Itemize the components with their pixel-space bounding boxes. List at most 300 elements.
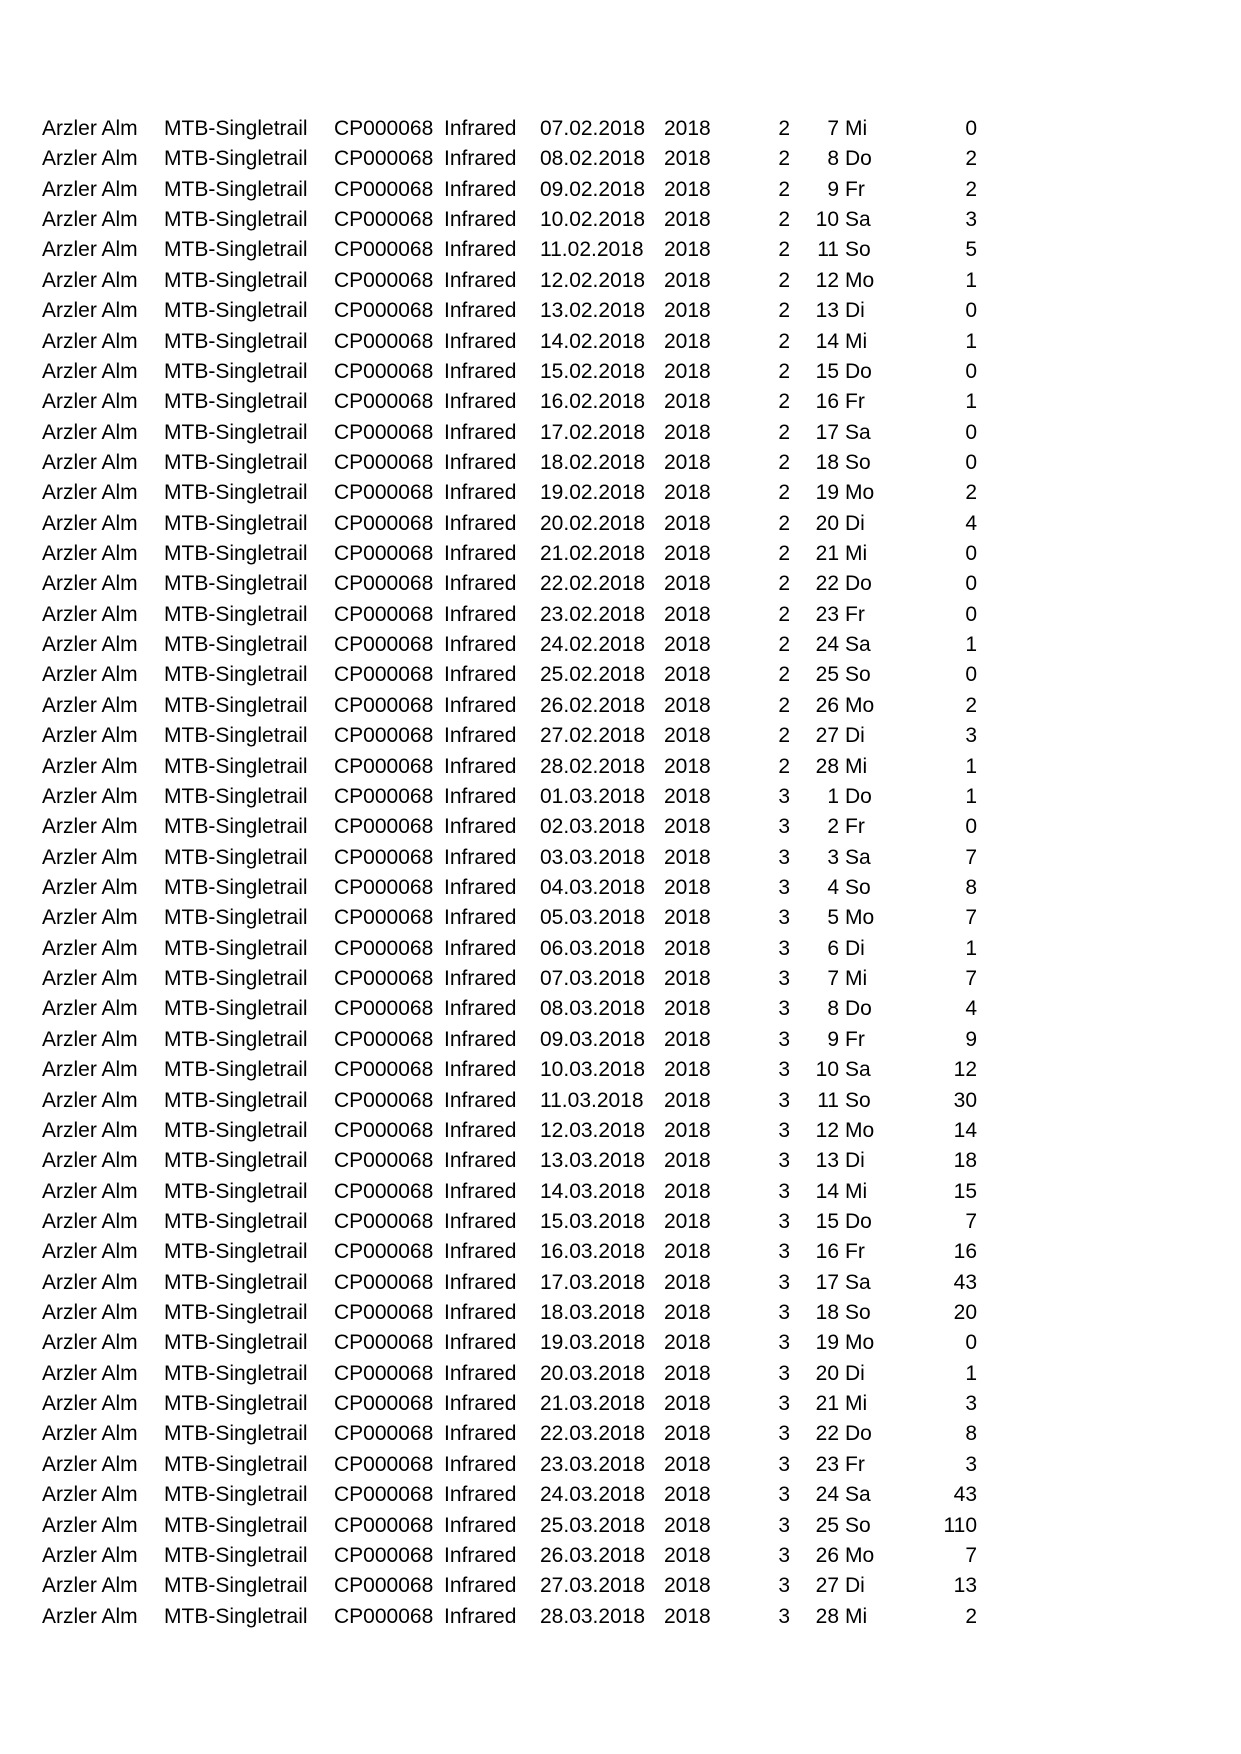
cell-year: 2018 <box>664 1422 711 1446</box>
cell-date: 16.02.2018 <box>540 390 646 414</box>
cell-count: 43 <box>953 1270 977 1294</box>
cell-day: 19 <box>815 1331 839 1355</box>
table-row <box>0 752 1241 782</box>
table-row <box>0 934 1241 964</box>
cell-counter-id: CP000068 <box>334 268 434 292</box>
cell-location: Arzler Alm <box>42 663 138 687</box>
table-row <box>0 994 1241 1024</box>
table-row <box>0 630 1241 660</box>
cell-date: 19.03.2018 <box>540 1331 646 1355</box>
cell-month: 2 <box>778 450 790 474</box>
cell-trail: MTB-Singletrail <box>164 542 308 566</box>
cell-counter-id: CP000068 <box>334 1088 434 1112</box>
cell-year: 2018 <box>664 1513 711 1537</box>
cell-location: Arzler Alm <box>42 147 138 171</box>
cell-trail: MTB-Singletrail <box>164 724 308 748</box>
table-row <box>0 296 1241 326</box>
table-row <box>0 1055 1241 1085</box>
cell-year: 2018 <box>664 693 711 717</box>
cell-date: 07.03.2018 <box>540 967 646 991</box>
cell-date: 04.03.2018 <box>540 875 646 899</box>
cell-trail: MTB-Singletrail <box>164 481 308 505</box>
cell-location: Arzler Alm <box>42 936 138 960</box>
cell-sensor: Infrared <box>444 663 517 687</box>
cell-date: 27.03.2018 <box>540 1574 646 1598</box>
cell-sensor: Infrared <box>444 693 517 717</box>
cell-location: Arzler Alm <box>42 359 138 383</box>
cell-year: 2018 <box>664 359 711 383</box>
cell-day: 20 <box>815 511 839 535</box>
cell-location: Arzler Alm <box>42 329 138 353</box>
cell-year: 2018 <box>664 754 711 778</box>
cell-weekday: Di <box>845 1574 865 1598</box>
table-row <box>0 448 1241 478</box>
cell-weekday: Di <box>845 1149 865 1173</box>
table-row <box>0 175 1241 205</box>
table-row <box>0 387 1241 417</box>
cell-month: 3 <box>778 815 790 839</box>
cell-year: 2018 <box>664 450 711 474</box>
cell-count: 2 <box>965 177 977 201</box>
cell-counter-id: CP000068 <box>334 299 434 323</box>
cell-count: 2 <box>965 147 977 171</box>
cell-year: 2018 <box>664 481 711 505</box>
cell-counter-id: CP000068 <box>334 1240 434 1264</box>
cell-sensor: Infrared <box>444 1270 517 1294</box>
cell-weekday: Mi <box>845 542 868 566</box>
cell-year: 2018 <box>664 1058 711 1082</box>
cell-count: 0 <box>965 420 977 444</box>
cell-location: Arzler Alm <box>42 1270 138 1294</box>
cell-location: Arzler Alm <box>42 1058 138 1082</box>
table-row <box>0 569 1241 599</box>
cell-sensor: Infrared <box>444 967 517 991</box>
cell-trail: MTB-Singletrail <box>164 967 308 991</box>
cell-trail: MTB-Singletrail <box>164 997 308 1021</box>
cell-counter-id: CP000068 <box>334 724 434 748</box>
table-row <box>0 1207 1241 1237</box>
cell-count: 7 <box>965 906 977 930</box>
cell-month: 3 <box>778 1331 790 1355</box>
cell-month: 3 <box>778 967 790 991</box>
cell-date: 24.03.2018 <box>540 1483 646 1507</box>
cell-month: 3 <box>778 1058 790 1082</box>
cell-counter-id: CP000068 <box>334 663 434 687</box>
cell-trail: MTB-Singletrail <box>164 1088 308 1112</box>
cell-month: 3 <box>778 1452 790 1476</box>
cell-date: 07.02.2018 <box>540 117 646 140</box>
cell-sensor: Infrared <box>444 724 517 748</box>
cell-month: 2 <box>778 602 790 626</box>
cell-date: 03.03.2018 <box>540 845 646 869</box>
cell-trail: MTB-Singletrail <box>164 1574 308 1598</box>
cell-count: 0 <box>965 450 977 474</box>
cell-month: 2 <box>778 542 790 566</box>
cell-date: 12.02.2018 <box>540 268 646 292</box>
cell-year: 2018 <box>664 1179 711 1203</box>
cell-date: 18.03.2018 <box>540 1301 646 1325</box>
cell-trail: MTB-Singletrail <box>164 329 308 353</box>
cell-date: 23.02.2018 <box>540 602 646 626</box>
cell-year: 2018 <box>664 1149 711 1173</box>
cell-sensor: Infrared <box>444 420 517 444</box>
cell-location: Arzler Alm <box>42 906 138 930</box>
cell-counter-id: CP000068 <box>334 1543 434 1567</box>
cell-date: 11.02.2018 <box>540 238 644 262</box>
cell-trail: MTB-Singletrail <box>164 390 308 414</box>
cell-day: 16 <box>815 390 839 414</box>
cell-counter-id: CP000068 <box>334 329 434 353</box>
cell-counter-id: CP000068 <box>334 1422 434 1446</box>
cell-location: Arzler Alm <box>42 511 138 535</box>
cell-year: 2018 <box>664 663 711 687</box>
cell-count: 14 <box>953 1118 977 1142</box>
cell-sensor: Infrared <box>444 511 517 535</box>
cell-date: 24.02.2018 <box>540 633 646 657</box>
cell-trail: MTB-Singletrail <box>164 1179 308 1203</box>
cell-counter-id: CP000068 <box>334 1270 434 1294</box>
cell-date: 25.03.2018 <box>540 1513 646 1537</box>
cell-counter-id: CP000068 <box>334 936 434 960</box>
cell-counter-id: CP000068 <box>334 177 434 201</box>
cell-sensor: Infrared <box>444 845 517 869</box>
cell-weekday: Do <box>845 572 872 596</box>
cell-month: 2 <box>778 754 790 778</box>
cell-date: 25.02.2018 <box>540 663 646 687</box>
cell-count: 1 <box>965 329 977 353</box>
cell-date: 21.03.2018 <box>540 1392 646 1416</box>
cell-counter-id: CP000068 <box>334 359 434 383</box>
cell-count: 1 <box>965 1361 977 1385</box>
cell-counter-id: CP000068 <box>334 238 434 262</box>
cell-weekday: Sa <box>845 633 871 657</box>
cell-counter-id: CP000068 <box>334 1058 434 1082</box>
cell-counter-id: CP000068 <box>334 420 434 444</box>
cell-year: 2018 <box>664 602 711 626</box>
cell-sensor: Infrared <box>444 1240 517 1264</box>
cell-count: 3 <box>965 1392 977 1416</box>
cell-count: 15 <box>953 1179 977 1203</box>
cell-location: Arzler Alm <box>42 815 138 839</box>
cell-month: 3 <box>778 1118 790 1142</box>
cell-sensor: Infrared <box>444 450 517 474</box>
cell-location: Arzler Alm <box>42 177 138 201</box>
cell-month: 3 <box>778 1422 790 1446</box>
cell-trail: MTB-Singletrail <box>164 1209 308 1233</box>
cell-year: 2018 <box>664 1209 711 1233</box>
cell-sensor: Infrared <box>444 1574 517 1598</box>
cell-counter-id: CP000068 <box>334 542 434 566</box>
cell-trail: MTB-Singletrail <box>164 784 308 808</box>
cell-weekday: Di <box>845 724 865 748</box>
cell-date: 23.03.2018 <box>540 1452 646 1476</box>
cell-date: 16.03.2018 <box>540 1240 646 1264</box>
cell-weekday: So <box>845 450 871 474</box>
cell-month: 2 <box>778 359 790 383</box>
cell-day: 16 <box>815 1240 839 1264</box>
cell-trail: MTB-Singletrail <box>164 450 308 474</box>
cell-weekday: So <box>845 875 871 899</box>
cell-count: 0 <box>965 815 977 839</box>
cell-month: 2 <box>778 208 790 232</box>
cell-year: 2018 <box>664 208 711 232</box>
cell-location: Arzler Alm <box>42 572 138 596</box>
cell-day: 22 <box>815 1422 839 1446</box>
cell-location: Arzler Alm <box>42 1392 138 1416</box>
cell-weekday: Sa <box>845 845 871 869</box>
cell-month: 3 <box>778 1301 790 1325</box>
cell-counter-id: CP000068 <box>334 1331 434 1355</box>
cell-counter-id: CP000068 <box>334 1118 434 1142</box>
cell-location: Arzler Alm <box>42 1118 138 1142</box>
cell-weekday: So <box>845 1513 871 1537</box>
cell-day: 14 <box>815 329 839 353</box>
cell-month: 3 <box>778 784 790 808</box>
cell-date: 20.03.2018 <box>540 1361 646 1385</box>
cell-location: Arzler Alm <box>42 1088 138 1112</box>
cell-count: 4 <box>965 997 977 1021</box>
cell-sensor: Infrared <box>444 1118 517 1142</box>
cell-year: 2018 <box>664 906 711 930</box>
cell-counter-id: CP000068 <box>334 511 434 535</box>
cell-weekday: Mo <box>845 268 875 292</box>
cell-counter-id: CP000068 <box>334 784 434 808</box>
cell-sensor: Infrared <box>444 1331 517 1355</box>
table-row <box>0 1541 1241 1571</box>
cell-year: 2018 <box>664 1574 711 1598</box>
cell-count: 2 <box>965 693 977 717</box>
cell-trail: MTB-Singletrail <box>164 1604 308 1628</box>
cell-count: 1 <box>965 936 977 960</box>
cell-year: 2018 <box>664 1483 711 1507</box>
cell-date: 28.03.2018 <box>540 1604 646 1628</box>
cell-day: 3 <box>827 845 839 869</box>
cell-year: 2018 <box>664 1392 711 1416</box>
cell-weekday: Mi <box>845 1179 868 1203</box>
table-row <box>0 1511 1241 1541</box>
cell-date: 22.02.2018 <box>540 572 646 596</box>
cell-sensor: Infrared <box>444 542 517 566</box>
cell-day: 8 <box>827 147 839 171</box>
cell-month: 3 <box>778 906 790 930</box>
cell-sensor: Infrared <box>444 633 517 657</box>
cell-year: 2018 <box>664 1270 711 1294</box>
cell-weekday: Mi <box>845 329 868 353</box>
cell-weekday: Mo <box>845 1543 875 1567</box>
cell-date: 11.03.2018 <box>540 1088 644 1112</box>
cell-weekday: Di <box>845 936 865 960</box>
cell-day: 26 <box>815 1543 839 1567</box>
cell-year: 2018 <box>664 1027 711 1051</box>
table-row <box>0 1328 1241 1358</box>
cell-trail: MTB-Singletrail <box>164 693 308 717</box>
table-row <box>0 1480 1241 1510</box>
cell-date: 15.02.2018 <box>540 359 646 383</box>
cell-location: Arzler Alm <box>42 481 138 505</box>
table-row <box>0 843 1241 873</box>
cell-weekday: Mi <box>845 117 868 140</box>
cell-counter-id: CP000068 <box>334 693 434 717</box>
cell-weekday: Fr <box>845 177 865 201</box>
cell-year: 2018 <box>664 390 711 414</box>
cell-trail: MTB-Singletrail <box>164 602 308 626</box>
cell-trail: MTB-Singletrail <box>164 359 308 383</box>
cell-date: 26.02.2018 <box>540 693 646 717</box>
cell-location: Arzler Alm <box>42 238 138 262</box>
table-row <box>0 782 1241 812</box>
cell-day: 7 <box>827 967 839 991</box>
cell-sensor: Infrared <box>444 268 517 292</box>
cell-trail: MTB-Singletrail <box>164 1027 308 1051</box>
cell-count: 3 <box>965 724 977 748</box>
cell-weekday: Mo <box>845 906 875 930</box>
cell-day: 17 <box>815 1270 839 1294</box>
cell-count: 110 <box>943 1513 977 1537</box>
cell-year: 2018 <box>664 1118 711 1142</box>
cell-location: Arzler Alm <box>42 633 138 657</box>
cell-date: 05.03.2018 <box>540 906 646 930</box>
cell-date: 15.03.2018 <box>540 1209 646 1233</box>
cell-counter-id: CP000068 <box>334 481 434 505</box>
cell-count: 2 <box>965 1604 977 1628</box>
cell-trail: MTB-Singletrail <box>164 1452 308 1476</box>
cell-trail: MTB-Singletrail <box>164 1331 308 1355</box>
cell-count: 7 <box>965 967 977 991</box>
cell-day: 22 <box>815 572 839 596</box>
table-row <box>0 1419 1241 1449</box>
cell-month: 2 <box>778 420 790 444</box>
cell-date: 20.02.2018 <box>540 511 646 535</box>
cell-sensor: Infrared <box>444 1452 517 1476</box>
table-row <box>0 812 1241 842</box>
cell-day: 18 <box>815 1301 839 1325</box>
cell-count: 0 <box>965 663 977 687</box>
cell-weekday: Mo <box>845 1118 875 1142</box>
cell-count: 9 <box>965 1027 977 1051</box>
cell-trail: MTB-Singletrail <box>164 208 308 232</box>
table-row <box>0 873 1241 903</box>
cell-location: Arzler Alm <box>42 724 138 748</box>
cell-day: 28 <box>815 754 839 778</box>
cell-date: 09.02.2018 <box>540 177 646 201</box>
cell-year: 2018 <box>664 1331 711 1355</box>
cell-weekday: Di <box>845 299 865 323</box>
cell-count: 12 <box>953 1058 977 1082</box>
table-row <box>0 144 1241 174</box>
cell-location: Arzler Alm <box>42 997 138 1021</box>
cell-weekday: So <box>845 238 871 262</box>
cell-month: 2 <box>778 693 790 717</box>
cell-trail: MTB-Singletrail <box>164 147 308 171</box>
cell-weekday: Do <box>845 784 872 808</box>
cell-month: 2 <box>778 268 790 292</box>
cell-day: 7 <box>827 117 839 140</box>
cell-counter-id: CP000068 <box>334 906 434 930</box>
table-row <box>0 1298 1241 1328</box>
cell-sensor: Infrared <box>444 390 517 414</box>
cell-date: 27.02.2018 <box>540 724 646 748</box>
cell-year: 2018 <box>664 572 711 596</box>
cell-sensor: Infrared <box>444 936 517 960</box>
table-row <box>0 205 1241 235</box>
cell-year: 2018 <box>664 1543 711 1567</box>
cell-date: 08.03.2018 <box>540 997 646 1021</box>
cell-counter-id: CP000068 <box>334 208 434 232</box>
cell-count: 0 <box>965 572 977 596</box>
cell-day: 23 <box>815 1452 839 1476</box>
cell-month: 3 <box>778 1574 790 1598</box>
cell-location: Arzler Alm <box>42 1452 138 1476</box>
cell-trail: MTB-Singletrail <box>164 663 308 687</box>
cell-trail: MTB-Singletrail <box>164 511 308 535</box>
cell-sensor: Infrared <box>444 1058 517 1082</box>
table-row <box>0 509 1241 539</box>
cell-year: 2018 <box>664 1240 711 1264</box>
cell-weekday: Fr <box>845 1240 865 1264</box>
cell-weekday: Do <box>845 147 872 171</box>
cell-day: 23 <box>815 602 839 626</box>
cell-sensor: Infrared <box>444 1422 517 1446</box>
cell-day: 14 <box>815 1179 839 1203</box>
cell-location: Arzler Alm <box>42 1574 138 1598</box>
cell-location: Arzler Alm <box>42 1604 138 1628</box>
cell-sensor: Infrared <box>444 1179 517 1203</box>
cell-year: 2018 <box>664 329 711 353</box>
cell-sensor: Infrared <box>444 1301 517 1325</box>
cell-date: 12.03.2018 <box>540 1118 646 1142</box>
cell-day: 13 <box>815 299 839 323</box>
cell-year: 2018 <box>664 511 711 535</box>
cell-sensor: Infrared <box>444 1027 517 1051</box>
cell-trail: MTB-Singletrail <box>164 1270 308 1294</box>
cell-counter-id: CP000068 <box>334 1301 434 1325</box>
cell-count: 0 <box>965 542 977 566</box>
cell-date: 13.03.2018 <box>540 1149 646 1173</box>
cell-weekday: Mi <box>845 1392 868 1416</box>
cell-counter-id: CP000068 <box>334 1452 434 1476</box>
cell-trail: MTB-Singletrail <box>164 177 308 201</box>
cell-month: 3 <box>778 1483 790 1507</box>
cell-weekday: Fr <box>845 1027 865 1051</box>
cell-counter-id: CP000068 <box>334 1483 434 1507</box>
cell-location: Arzler Alm <box>42 754 138 778</box>
cell-month: 2 <box>778 329 790 353</box>
cell-count: 18 <box>953 1149 977 1173</box>
cell-trail: MTB-Singletrail <box>164 633 308 657</box>
cell-counter-id: CP000068 <box>334 572 434 596</box>
cell-trail: MTB-Singletrail <box>164 815 308 839</box>
cell-sensor: Infrared <box>444 602 517 626</box>
cell-weekday: Mi <box>845 754 868 778</box>
cell-day: 6 <box>827 936 839 960</box>
cell-month: 3 <box>778 1088 790 1112</box>
cell-counter-id: CP000068 <box>334 1149 434 1173</box>
table-row <box>0 1177 1241 1207</box>
cell-sensor: Infrared <box>444 754 517 778</box>
cell-trail: MTB-Singletrail <box>164 1149 308 1173</box>
cell-month: 3 <box>778 1149 790 1173</box>
cell-location: Arzler Alm <box>42 420 138 444</box>
cell-sensor: Infrared <box>444 117 517 140</box>
cell-count: 7 <box>965 1543 977 1567</box>
cell-count: 0 <box>965 1331 977 1355</box>
cell-day: 11 <box>817 1088 839 1112</box>
cell-trail: MTB-Singletrail <box>164 1483 308 1507</box>
table-row <box>0 1450 1241 1480</box>
cell-date: 18.02.2018 <box>540 450 646 474</box>
cell-trail: MTB-Singletrail <box>164 1118 308 1142</box>
cell-count: 20 <box>953 1301 977 1325</box>
